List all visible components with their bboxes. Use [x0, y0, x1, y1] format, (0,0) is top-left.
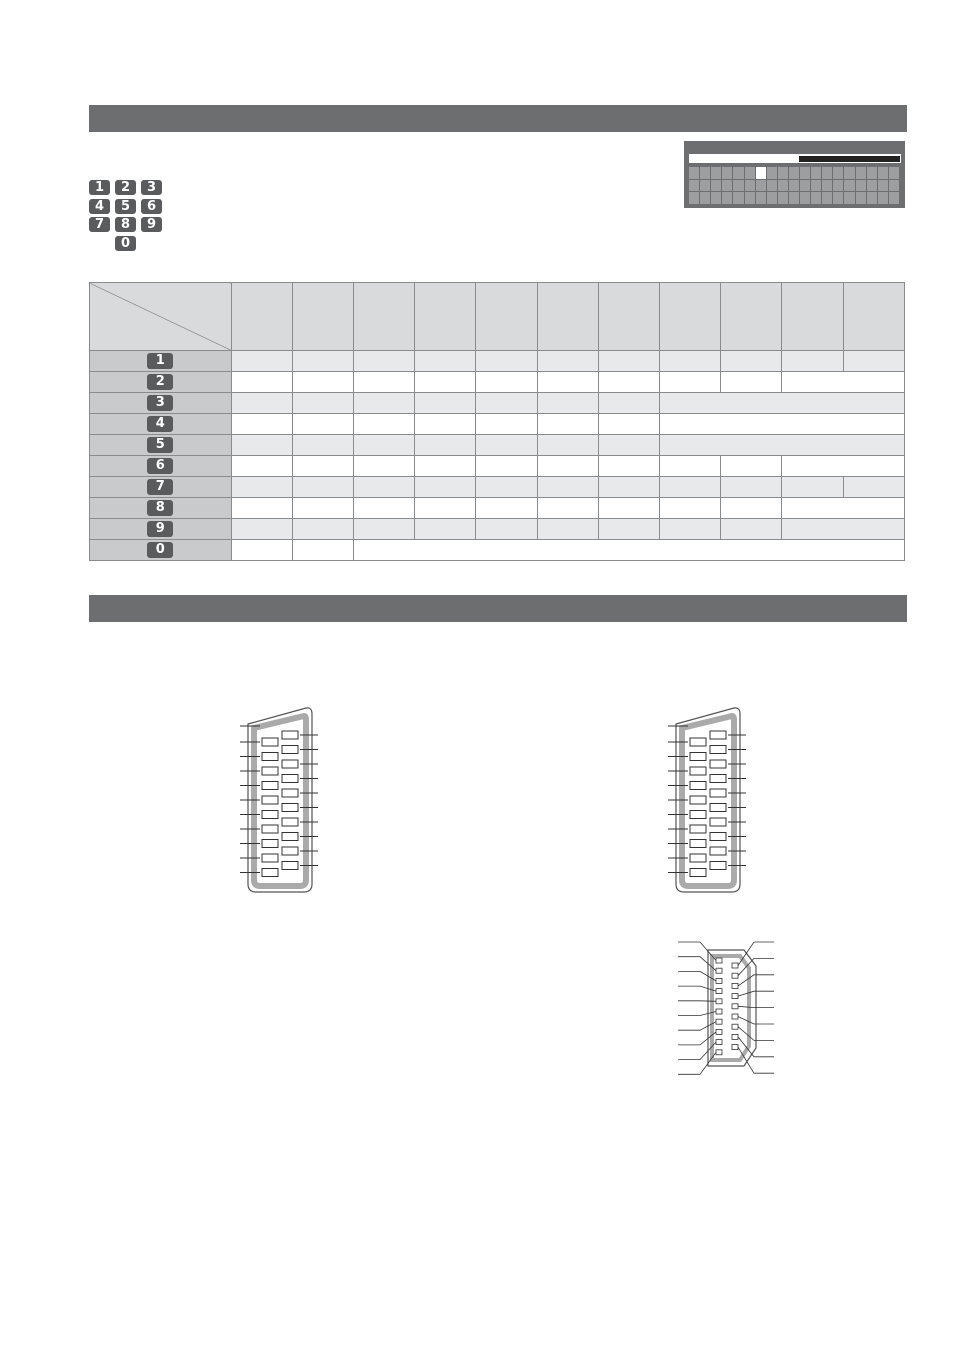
grid-cell[interactable] — [689, 180, 699, 192]
scart-pin — [690, 825, 706, 833]
grid-cell[interactable] — [833, 180, 843, 192]
hdmi-pin — [716, 1019, 722, 1024]
key-4[interactable]: 4 — [89, 199, 110, 214]
hdmi-pin — [716, 1029, 722, 1034]
table-cell — [476, 498, 537, 519]
grid-cell[interactable] — [756, 180, 766, 192]
table-cell — [476, 393, 537, 414]
hdmi-pin — [732, 1024, 738, 1029]
table-cell — [292, 435, 353, 456]
table-header-cell — [231, 283, 292, 351]
table-cell — [476, 456, 537, 477]
grid-cell[interactable] — [811, 167, 821, 179]
hdmi-pin-leader — [678, 1001, 716, 1002]
grid-cell[interactable] — [733, 167, 743, 179]
table-cell-empty — [782, 456, 905, 477]
row-key-badge: 2 — [147, 374, 173, 390]
table-cell — [598, 414, 659, 435]
grid-cell[interactable] — [822, 180, 832, 192]
section-header-bar-2 — [89, 595, 907, 622]
grid-cell[interactable] — [833, 167, 843, 179]
key-1[interactable]: 1 — [89, 180, 110, 195]
table-cell — [660, 477, 721, 498]
table-cell-empty — [353, 540, 904, 561]
scart-pin — [710, 818, 726, 826]
grid-cell[interactable] — [844, 180, 854, 192]
entry-field-fill — [799, 156, 900, 162]
table-cell-empty — [782, 519, 905, 540]
scart-pin — [262, 767, 278, 775]
hdmi-pin — [716, 968, 722, 973]
table-cell — [782, 351, 843, 372]
grid-cell[interactable] — [800, 180, 810, 192]
table-cell — [721, 456, 782, 477]
key-3[interactable]: 3 — [141, 180, 162, 195]
grid-cell[interactable] — [778, 167, 788, 179]
table-cell — [353, 498, 414, 519]
table-cell — [415, 351, 476, 372]
grid-cell[interactable] — [856, 180, 866, 192]
grid-cell[interactable] — [711, 180, 721, 192]
table-header-cell — [353, 283, 414, 351]
table-cell — [476, 435, 537, 456]
scart-pin — [690, 767, 706, 775]
table-cell — [476, 519, 537, 540]
character-grid — [689, 167, 899, 204]
scart-pin — [262, 796, 278, 804]
row-key-cell — [90, 414, 232, 435]
table-header-cell — [660, 283, 721, 351]
table-cell — [415, 435, 476, 456]
row-key-cell — [90, 540, 232, 561]
grid-cell[interactable] — [789, 180, 799, 192]
grid-cell[interactable] — [822, 167, 832, 179]
scart-pin — [262, 869, 278, 877]
scart-pin — [710, 833, 726, 841]
grid-cell[interactable] — [711, 167, 721, 179]
table-header-cell — [598, 283, 659, 351]
grid-cell[interactable] — [745, 167, 755, 179]
table-cell — [292, 540, 353, 561]
scart-pin — [282, 760, 298, 768]
grid-cell[interactable] — [889, 167, 899, 179]
row-key-cell — [90, 456, 232, 477]
row-key-cell — [90, 498, 232, 519]
grid-cell[interactable] — [800, 167, 810, 179]
row-key-cell — [90, 372, 232, 393]
scart-pin — [710, 804, 726, 812]
row-key-badge: 1 — [147, 353, 173, 369]
character-table — [89, 282, 905, 561]
row-key-badge: 9 — [147, 521, 173, 537]
table-cell — [660, 351, 721, 372]
table-row — [90, 540, 905, 561]
key-9[interactable]: 9 — [141, 217, 162, 232]
table-cell — [660, 498, 721, 519]
table-cell-empty — [660, 414, 905, 435]
table-cell — [598, 519, 659, 540]
scart-pin — [282, 789, 298, 797]
table-cell — [353, 351, 414, 372]
table-row — [90, 414, 905, 435]
scart-pin — [710, 862, 726, 870]
table-cell — [231, 540, 292, 561]
grid-cell[interactable] — [833, 192, 843, 204]
scart-pin — [282, 833, 298, 841]
key-2[interactable]: 2 — [115, 180, 136, 195]
scart-pin — [262, 854, 278, 862]
table-cell — [537, 351, 598, 372]
table-header-cell — [782, 283, 843, 351]
table-row — [90, 351, 905, 372]
hdmi-pin — [732, 983, 738, 988]
table-header-cell — [476, 283, 537, 351]
scart-pin — [282, 746, 298, 754]
scart-pin — [262, 738, 278, 746]
hdmi-pin — [716, 978, 722, 983]
table-cell — [537, 414, 598, 435]
table-row — [90, 393, 905, 414]
scart-pin — [282, 818, 298, 826]
row-key-cell — [90, 435, 232, 456]
row-key-badge: 0 — [147, 542, 173, 558]
table-cell-empty — [782, 498, 905, 519]
table-cell — [415, 498, 476, 519]
scart-pin — [690, 840, 706, 848]
grid-cell[interactable] — [844, 192, 854, 204]
table-cell — [292, 393, 353, 414]
grid-cell[interactable] — [789, 167, 799, 179]
table-cell — [353, 372, 414, 393]
grid-cell[interactable] — [856, 167, 866, 179]
table-cell — [721, 351, 782, 372]
hdmi-pin — [716, 989, 722, 994]
table-cell — [721, 498, 782, 519]
scart-pin — [710, 760, 726, 768]
grid-cell[interactable] — [689, 167, 699, 179]
scart-pin — [710, 731, 726, 739]
table-cell-empty — [782, 372, 905, 393]
scart-pin — [710, 789, 726, 797]
table-cell — [231, 498, 292, 519]
table-row — [90, 435, 905, 456]
hdmi-pin — [732, 973, 738, 978]
table-cell — [598, 477, 659, 498]
grid-cell[interactable] — [767, 192, 777, 204]
table-cell — [660, 372, 721, 393]
table-cell — [292, 414, 353, 435]
grid-cell[interactable] — [733, 180, 743, 192]
hdmi-pin — [716, 958, 722, 963]
scart-pin — [282, 804, 298, 812]
row-key-badge: 7 — [147, 479, 173, 495]
table-cell — [292, 456, 353, 477]
key-6[interactable]: 6 — [141, 199, 162, 214]
scart-pin — [690, 753, 706, 761]
table-cell — [231, 456, 292, 477]
scart-pin — [710, 847, 726, 855]
table-cell — [598, 498, 659, 519]
grid-cell[interactable] — [889, 180, 899, 192]
grid-cell[interactable] — [700, 167, 710, 179]
hdmi-pin — [732, 1014, 738, 1019]
scart-pin — [690, 796, 706, 804]
table-cell — [660, 519, 721, 540]
grid-cell[interactable] — [745, 180, 755, 192]
table-cell — [721, 519, 782, 540]
table-cell — [476, 351, 537, 372]
table-row — [90, 456, 905, 477]
table-cell — [537, 372, 598, 393]
scart-pin — [262, 753, 278, 761]
scart-pin — [690, 782, 706, 790]
table-cell — [353, 435, 414, 456]
grid-cell[interactable] — [878, 167, 888, 179]
hdmi-pin — [732, 1034, 738, 1039]
hdmi-connector-diagram — [676, 936, 776, 1080]
grid-cell[interactable] — [722, 192, 732, 204]
table-cell — [415, 456, 476, 477]
table-cell — [843, 351, 904, 372]
table-body — [90, 351, 905, 561]
table-cell — [231, 351, 292, 372]
table-cell — [537, 498, 598, 519]
scart-pin — [282, 731, 298, 739]
table-cell-empty — [660, 435, 905, 456]
table-header-row — [90, 283, 905, 351]
table-cell — [231, 414, 292, 435]
row-key-badge: 3 — [147, 395, 173, 411]
table-cell — [476, 477, 537, 498]
row-key-cell — [90, 519, 232, 540]
table-row — [90, 498, 905, 519]
grid-cell[interactable] — [800, 192, 810, 204]
table-cell — [537, 393, 598, 414]
row-key-badge: 5 — [147, 437, 173, 453]
row-key-badge: 6 — [147, 458, 173, 474]
table-header-cell — [292, 283, 353, 351]
grid-cell[interactable] — [867, 167, 877, 179]
table-header-cell — [537, 283, 598, 351]
table-cell — [292, 519, 353, 540]
table-cell — [537, 477, 598, 498]
hdmi-pin — [732, 963, 738, 968]
row-key-badge: 8 — [147, 500, 173, 516]
grid-cell[interactable] — [811, 180, 821, 192]
grid-cell[interactable] — [867, 192, 877, 204]
grid-cell[interactable] — [689, 192, 699, 204]
table-header-cell — [721, 283, 782, 351]
table-cell — [231, 519, 292, 540]
scart-connector-2 — [668, 708, 746, 892]
table-cell — [660, 456, 721, 477]
scart-pin — [282, 862, 298, 870]
scart-pin — [262, 782, 278, 790]
grid-cell[interactable] — [856, 192, 866, 204]
row-key-badge: 4 — [147, 416, 173, 432]
scart-pin — [710, 775, 726, 783]
table-cell — [476, 372, 537, 393]
row-key-cell — [90, 393, 232, 414]
table-cell — [231, 477, 292, 498]
table-cell — [292, 477, 353, 498]
grid-cell[interactable] — [878, 192, 888, 204]
key-7[interactable]: 7 — [89, 217, 110, 232]
row-key-cell — [90, 351, 232, 372]
key-8[interactable]: 8 — [115, 217, 136, 232]
section-header-bar-1 — [89, 105, 907, 132]
entry-field[interactable] — [689, 154, 901, 163]
scart-pin — [282, 775, 298, 783]
grid-cell[interactable] — [778, 180, 788, 192]
hdmi-connector — [678, 942, 774, 1074]
table-cell-empty — [660, 393, 905, 414]
table-cell — [353, 414, 414, 435]
grid-cell[interactable] — [767, 167, 777, 179]
grid-cell[interactable] — [745, 192, 755, 204]
scart-pin — [690, 811, 706, 819]
hdmi-pin — [716, 1050, 722, 1055]
hdmi-pin — [732, 994, 738, 999]
table-row — [90, 477, 905, 498]
table-cell — [537, 456, 598, 477]
scart-pin — [262, 840, 278, 848]
table-cell — [415, 372, 476, 393]
hdmi-pin — [732, 1045, 738, 1050]
table-cell — [537, 519, 598, 540]
hdmi-pin — [716, 1009, 722, 1014]
table-cell — [353, 519, 414, 540]
row-key-cell — [90, 477, 232, 498]
table-cell — [415, 477, 476, 498]
table-cell — [231, 393, 292, 414]
grid-cell[interactable] — [711, 192, 721, 204]
table-cell — [843, 477, 904, 498]
scart-connector-1 — [240, 708, 318, 892]
table-cell — [598, 393, 659, 414]
hdmi-pin — [716, 1040, 722, 1045]
grid-cell-selected[interactable] — [756, 167, 766, 179]
grid-cell[interactable] — [811, 192, 821, 204]
table-cell — [353, 477, 414, 498]
scart-pin — [690, 869, 706, 877]
table-row — [90, 372, 905, 393]
table-cell — [415, 393, 476, 414]
key-0[interactable]: 0 — [115, 236, 136, 251]
hdmi-pin — [732, 1004, 738, 1009]
grid-cell[interactable] — [822, 192, 832, 204]
table-cell — [598, 435, 659, 456]
table-cell — [231, 435, 292, 456]
scart-pin — [282, 847, 298, 855]
character-entry-panel — [684, 141, 905, 208]
grid-cell[interactable] — [867, 180, 877, 192]
table-cell — [721, 477, 782, 498]
grid-cell[interactable] — [700, 192, 710, 204]
table-cell — [537, 435, 598, 456]
scart-connector-1-diagram — [236, 704, 322, 898]
table-cell — [721, 372, 782, 393]
grid-cell[interactable] — [722, 167, 732, 179]
table-cell — [292, 372, 353, 393]
scart-pin — [690, 854, 706, 862]
table-cell — [782, 477, 843, 498]
table-corner-cell — [90, 283, 232, 351]
table-row — [90, 519, 905, 540]
grid-cell[interactable] — [789, 192, 799, 204]
table-cell — [292, 351, 353, 372]
key-5[interactable]: 5 — [115, 199, 136, 214]
scart-connector-2-diagram — [664, 704, 750, 898]
table-cell — [415, 414, 476, 435]
grid-cell[interactable] — [756, 192, 766, 204]
grid-cell[interactable] — [722, 180, 732, 192]
table-cell — [598, 372, 659, 393]
grid-cell[interactable] — [700, 180, 710, 192]
table-cell — [292, 498, 353, 519]
table-header-cell — [415, 283, 476, 351]
table-cell — [415, 519, 476, 540]
grid-cell[interactable] — [778, 192, 788, 204]
grid-cell[interactable] — [878, 180, 888, 192]
grid-cell[interactable] — [844, 167, 854, 179]
grid-cell[interactable] — [733, 192, 743, 204]
table-cell — [476, 414, 537, 435]
hdmi-pin — [716, 999, 722, 1004]
table-header-cell — [843, 283, 904, 351]
grid-cell[interactable] — [767, 180, 777, 192]
table-cell — [353, 393, 414, 414]
scart-pin — [690, 738, 706, 746]
table-cell — [598, 351, 659, 372]
grid-cell[interactable] — [889, 192, 899, 204]
scart-pin — [262, 811, 278, 819]
scart-pin — [262, 825, 278, 833]
table-cell — [598, 456, 659, 477]
table-cell — [231, 372, 292, 393]
scart-pin — [710, 746, 726, 754]
table-cell — [353, 456, 414, 477]
